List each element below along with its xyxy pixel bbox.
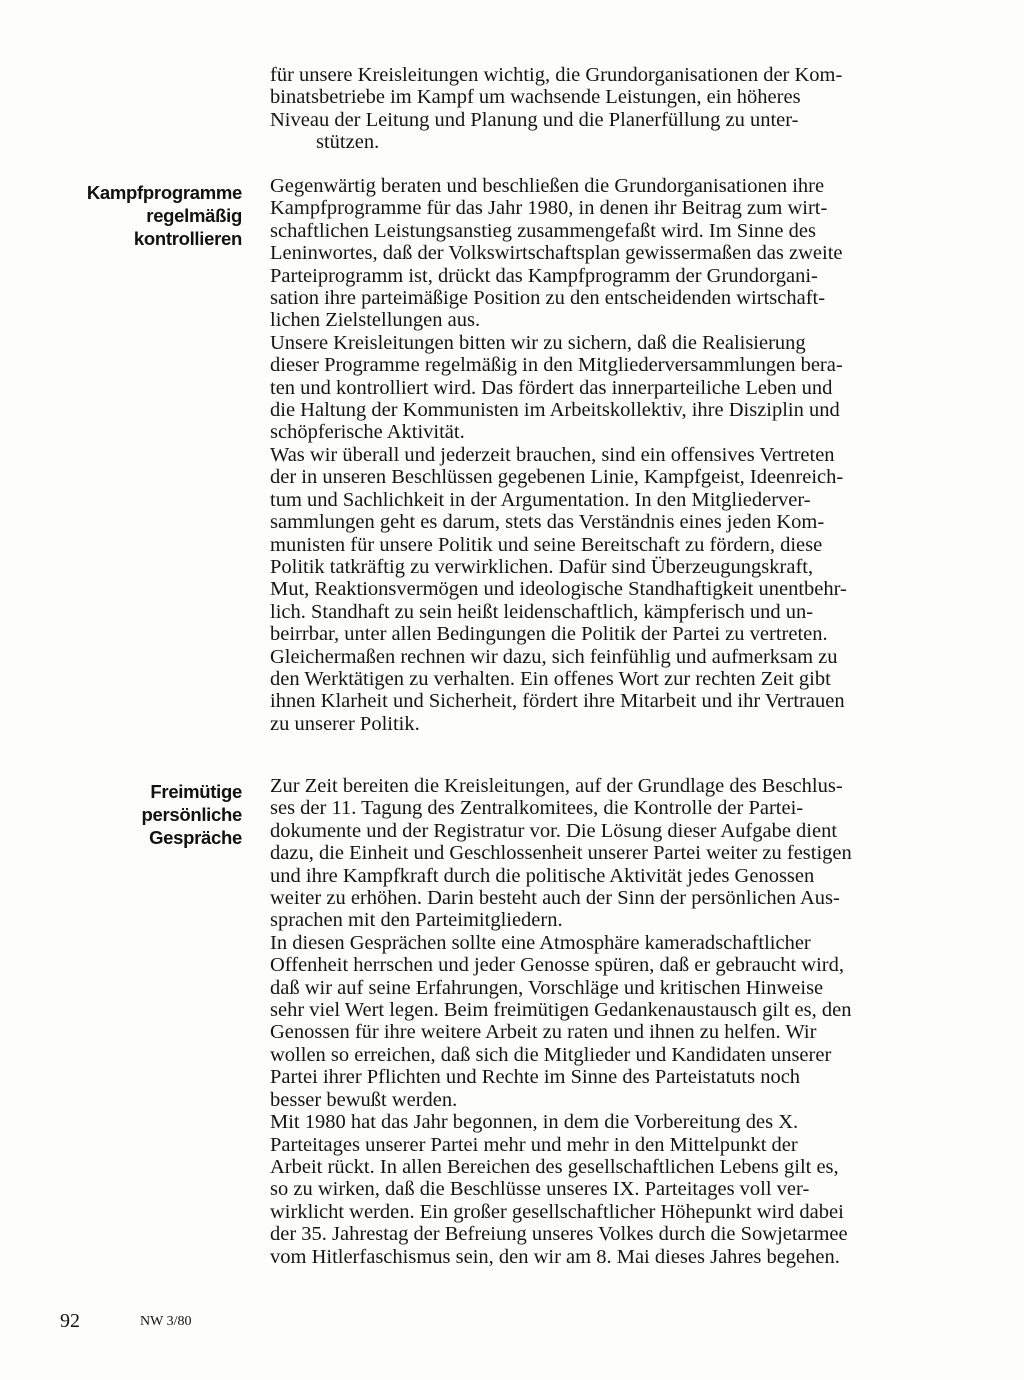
text-line: sehr viel Wert legen. Beim freimütigen Gedankenaustausch gilt es, den [270,999,852,1022]
text-line: dazu, die Einheit und Geschlossenheit unserer Partei weiter zu festigen [270,842,852,865]
text-line: ten und kontrolliert wird. Das fördert das innerparteiliche Leben und [270,376,833,399]
text-line: weiter zu erhöhen. Darin besteht auch der Sinn der persönlichen Aus- [270,887,840,910]
text-line: dieser Programme regelmäßig in den Mitgliederversammlungen bera- [270,354,843,377]
text-line: zu unserer Politik. [270,712,420,735]
text-line: Parteiprogramm ist, drückt das Kampfprogramm der Grundorgani- [270,264,818,287]
text-line: die Haltung der Kommunisten im Arbeitskollektiv, ihre Disziplin und [270,399,840,422]
text-line: den Werktätigen zu verhalten. Ein offenes Wort zur rechten Zeit gibt [270,667,831,690]
issue-label: NW 3/80 [140,1314,192,1329]
text-line: besser bewußt werden. [270,1088,458,1111]
text-line: stützen. [316,131,380,154]
text-line: der 35. Jahrestag der Befreiung unseres Volkes durch die Sowjetarmee [270,1223,848,1246]
heading-line: persönliche [141,804,242,825]
text-line: tum und Sachlichkeit in der Argumentation. In den Mitgliederver- [270,488,811,511]
paragraph [270,64,964,154]
paragraph [270,932,964,1111]
page-number: 92 [60,1310,80,1332]
text-line: sprachen mit den Parteimitgliedern. [270,909,563,932]
text-line: so zu wirken, daß die Beschlüsse unseres IX. Parteitages voll ver- [270,1178,810,1201]
heading-line: regelmäßig [146,205,242,226]
text-line: In diesen Gesprächen sollte eine Atmosphäre kameradschaftlicher [270,931,811,954]
heading-line: Gespräche [149,827,242,848]
text-line: Genossen für ihre weitere Arbeit zu raten und ihnen zu helfen. Wir [270,1021,817,1044]
text-line: Arbeit rückt. In allen Bereichen des gesellschaftlichen Lebens gilt es, [270,1155,839,1178]
text-line: Partei ihrer Pflichten und Rechte im Sinne des Parteistatuts noch [270,1066,801,1089]
text-line: Offenheit herrschen und jeder Genosse spüren, daß er gebraucht wird, [270,954,844,977]
text-line: Mut, Reaktionsvermögen und ideologische Standhaftigkeit unentbehr- [270,578,847,601]
text-line: wollen so erreichen, daß sich die Mitglieder und Kandidaten unserer [270,1043,832,1066]
text-line: Parteitages unserer Partei mehr und mehr in den Mittelpunkt der [270,1133,798,1156]
text-line: lichen Zielstellungen aus. [270,309,481,332]
text-line: Niveau der Leitung und Planung und die Planerfüllung zu unter- [270,108,799,131]
paragraph [270,332,964,444]
paragraph [270,175,964,332]
text-line: ihnen Klarheit und Sicherheit, fördert ihre Mitarbeit und ihr Vertrauen [270,690,845,713]
heading-line: Kampfprogramme [86,182,242,203]
heading-line: Freimütige [150,781,242,802]
text-line: wirklicht werden. Ein großer gesellschaftlicher Höhepunkt wird dabei [270,1200,844,1223]
text-line: beirrbar, unter allen Bedingungen die Politik der Partei zu vertreten. [270,623,828,646]
text-line: schaftlichen Leistungsanstieg zusammengefaßt wird. Im Sinne des [270,219,816,242]
text-line: Gleichermaßen rechnen wir dazu, sich feinfühlig und aufmerksam zu [270,645,838,668]
text-line: Politik tatkräftig zu verwirklichen. Dafür sind Überzeugungskraft, [270,555,814,578]
text-line: Kampfprogramme für das Jahr 1980, in denen ihr Beitrag zum wirt- [270,197,828,220]
text-line: Unsere Kreisleitungen bitten wir zu sichern, daß die Realisierung [270,331,806,354]
text-line: Mit 1980 hat das Jahr begonnen, in dem die Vorbereitung des X. [270,1111,799,1134]
text-line: daß wir auf seine Erfahrungen, Vorschläge und kritischen Hinweise [270,976,824,999]
text-line: Leninwortes, daß der Volkswirtschaftsplan gewissermaßen das zweite [270,242,843,265]
text-line: dokumente und der Registratur vor. Die Lösung dieser Aufgabe dient [270,819,838,842]
text-line: Was wir überall und jederzeit brauchen, sind ein offensives Vertreten [270,443,835,466]
text-line: munisten für unsere Politik und seine Bereitschaft zu fördern, diese [270,533,823,556]
text-line: schöpferische Aktivität. [270,421,465,444]
marginal-heading [82,181,242,250]
marginal-heading [82,780,242,849]
text-line: für unsere Kreisleitungen wichtig, die Grundorganisationen der Kom- [270,64,843,86]
text-line: sation ihre parteimäßige Position zu den entscheidenden wirtschaft- [270,287,826,310]
paragraph [270,775,964,932]
text-line: und ihre Kampfkraft durch die politische Aktivität jedes Genossen [270,864,815,887]
text-line: vom Hitlerfaschismus sein, den wir am 8. Mai dieses Jahres begehen. [270,1245,840,1268]
section-body [270,775,964,1268]
text-line: ses der 11. Tagung des Zentralkomitees, die Kontrolle der Partei- [270,797,804,820]
paragraph [270,444,964,735]
text-line: der in unseren Beschlüssen gegebenen Linie, Kampfgeist, Ideenreich- [270,466,844,489]
text-line: sammlungen geht es darum, stets das Verständnis eines jeden Kom- [270,511,825,534]
intro-paragraph [270,64,964,154]
text-line: lich. Standhaft zu sein heißt leidenschaftlich, kämpferisch und un- [270,600,814,623]
text-line: binatsbetriebe im Kampf um wachsende Leistungen, ein höheres [270,86,801,109]
paragraph [270,1111,964,1268]
section-body [270,175,964,735]
text-line: Zur Zeit bereiten die Kreisleitungen, auf der Grundlage des Beschlus- [270,775,843,797]
text-line: Gegenwärtig beraten und beschließen die Grundorganisationen ihre [270,175,825,197]
heading-line: kontrollieren [133,228,242,249]
